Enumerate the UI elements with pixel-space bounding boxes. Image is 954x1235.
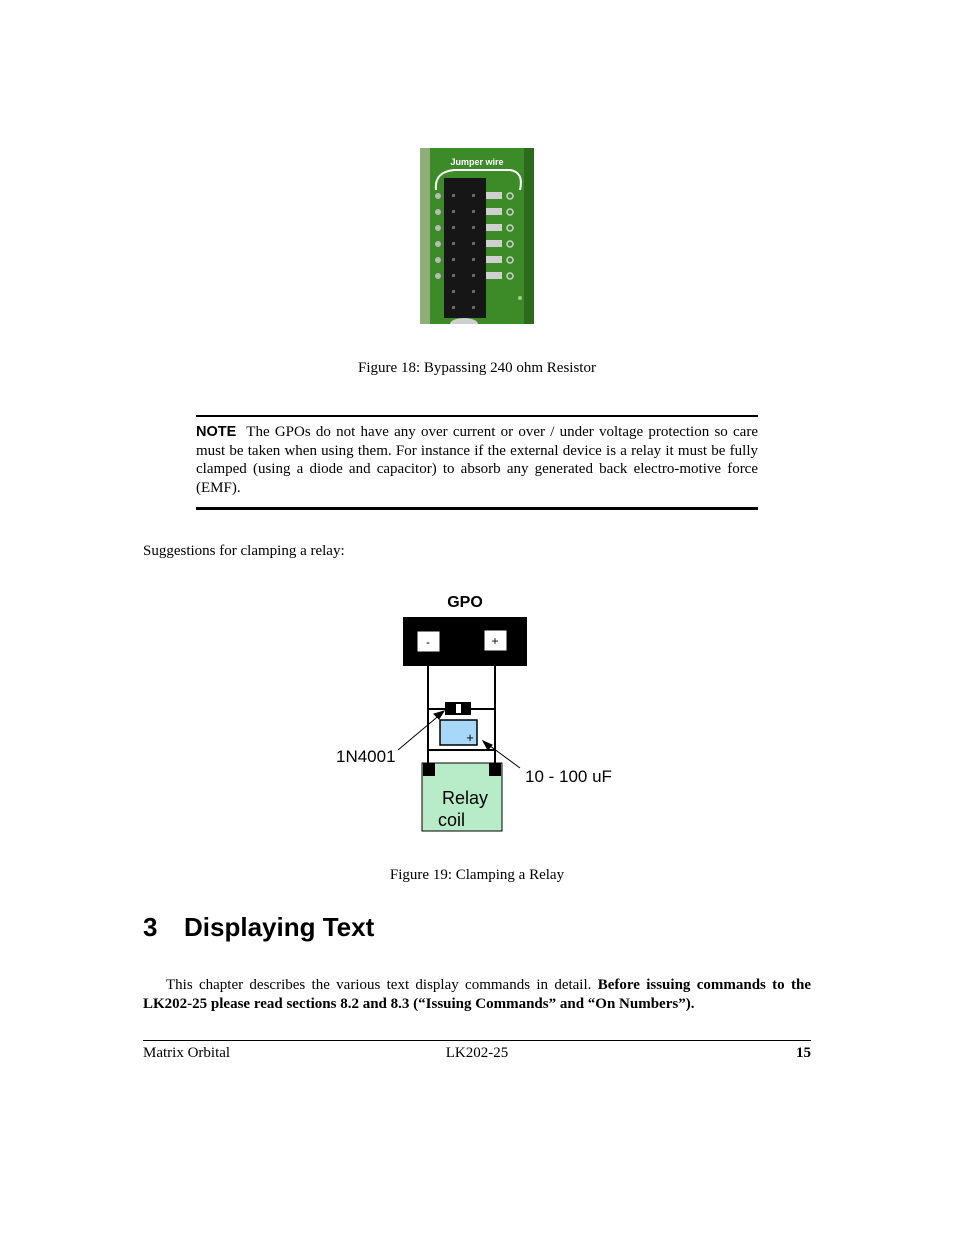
figure-18-caption: Figure 18: Bypassing 240 ohm Resistor	[358, 360, 596, 376]
note-text: The GPOs do not have any over current or over / under voltage protection so care must be taken when using them. For instance if the external device is a relay it must be fully clamped (using a diode and capacitor) to absorb any generated back electro-motive force (EMF).	[196, 424, 758, 496]
jumper-wire-label: Jumper wire	[450, 157, 504, 167]
note-label: NOTE	[196, 424, 237, 440]
diode-label: 1N4001	[336, 747, 396, 766]
note-box	[196, 415, 758, 510]
minus-label: -	[426, 635, 430, 649]
gpo-label: GPO	[447, 594, 483, 611]
capacitor-value-label: 10 - 100 uF	[525, 767, 612, 786]
relay-label: Relay	[442, 788, 489, 808]
figure-19-caption: Figure 19: Clamping a Relay	[389, 867, 565, 883]
page-number: 15	[796, 1045, 811, 1061]
footer-model: LK202-25	[445, 1045, 509, 1061]
body-paragraph	[143, 976, 811, 1013]
capacitor-plus-label: +	[466, 730, 474, 745]
coil-label: coil	[438, 810, 466, 830]
footer-rule	[143, 1040, 811, 1041]
body-text: This chapter describes the various text display commands in detail.	[166, 977, 598, 993]
suggestions-text: Suggestions for clamping a relay:	[143, 543, 345, 559]
section-heading	[143, 912, 374, 943]
body-text-bold: Before issuing commands to the LK202-25 please read sections 8.2 and 8.3 (“Issuing Commands” and “On Numbers”).	[143, 977, 811, 1012]
section-number: 3	[143, 912, 158, 942]
section-title: Displaying Text	[184, 912, 375, 942]
pcb-jumper-photo	[420, 148, 534, 324]
plus-label: +	[491, 634, 499, 648]
footer-company: Matrix Orbital	[143, 1045, 231, 1061]
relay-clamp-diagram	[320, 585, 640, 845]
